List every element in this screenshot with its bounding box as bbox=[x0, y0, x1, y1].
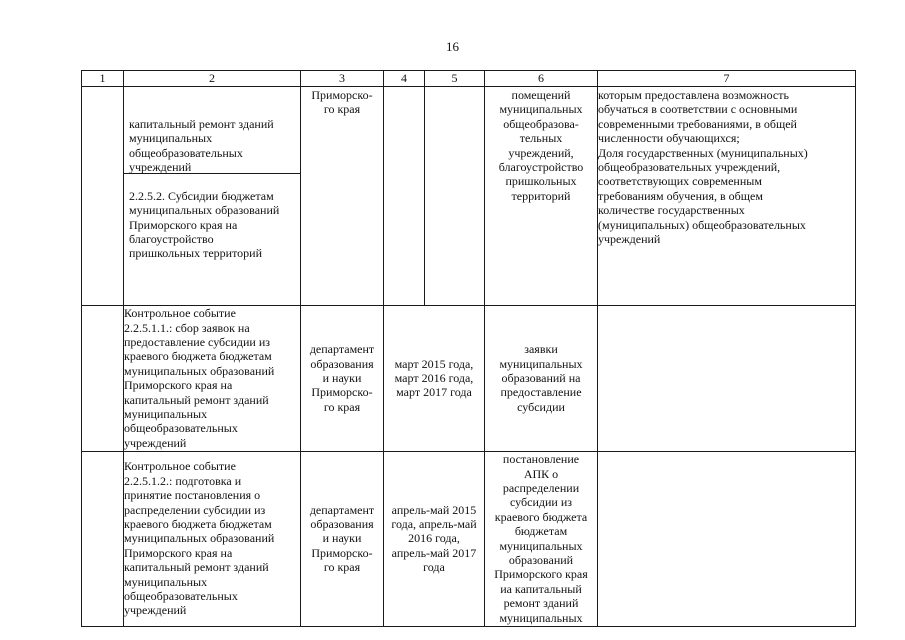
cell-col5 bbox=[425, 87, 485, 306]
cell-col1 bbox=[82, 305, 124, 451]
header-cell-4: 4 bbox=[384, 71, 425, 87]
cell-col2-bottom-text: 2.2.5.2. Субсидии бюджетам муниципальных образований Приморского края на благоустройство пришкольных территорий bbox=[129, 188, 280, 261]
cell-col3: Приморско- го края bbox=[301, 87, 384, 306]
table-header-row bbox=[82, 71, 856, 87]
document-table bbox=[81, 70, 856, 627]
header-cell-6: 6 bbox=[485, 71, 598, 87]
cell-col3: департамент образования и науки Приморско- го края bbox=[301, 305, 384, 451]
header-cell-5: 5 bbox=[425, 71, 485, 87]
table-row bbox=[82, 305, 856, 451]
cell-col6: постановление АПК о распределении субсидии из краевого бюджета бюджетам муниципальных образований Приморского края иа капитальный ремонт зданий муниципальных bbox=[485, 451, 598, 626]
cell-col7 bbox=[598, 451, 856, 626]
cell-col4-5: март 2015 года, март 2016 года, март 2017 года bbox=[384, 305, 485, 451]
cell-col3: департамент образования и науки Приморско- го края bbox=[301, 451, 384, 626]
cell-col2-bottom bbox=[124, 174, 300, 276]
cell-col7: которым предоставлена возможность обучаться в соответствии с основными современными требованиями, в общей численности обучающихся; Доля государственных (муниципальных) общеобразовательных учреждений, соответствующих современным требованиям обучения, в общем количестве государственных (муниципальных) общеобразовательных учреждений bbox=[598, 87, 856, 306]
header-cell-3: 3 bbox=[301, 71, 384, 87]
cell-col1 bbox=[82, 87, 124, 306]
table-row bbox=[82, 87, 856, 306]
cell-col4-5: апрель-май 2015 года, апрель-май 2016 года, апрель-май 2017 года bbox=[384, 451, 485, 626]
cell-col2-top: капитальный ремонт зданий муниципальных общеобразовательных учреждений bbox=[124, 116, 300, 174]
cell-col1 bbox=[82, 451, 124, 626]
split-container bbox=[124, 116, 300, 276]
header-cell-2: 2 bbox=[124, 71, 301, 87]
cell-col2: Контрольное событие 2.2.5.1.2.: подготовка и принятие постановления о распределении субсидии из краевого бюджета бюджетам муниципальных образований Приморского края на капитальный ремонт зданий муниципальных общеобразовательных учреждений bbox=[124, 451, 301, 626]
cell-col6: помещений муниципальных общеобразова- тельных учреждений, благоустройство пришкольных территорий bbox=[485, 87, 598, 306]
table-row bbox=[82, 451, 856, 626]
cell-col4 bbox=[384, 87, 425, 306]
page-number: 16 bbox=[446, 39, 459, 54]
cell-col2-split bbox=[124, 87, 301, 306]
header-cell-1: 1 bbox=[82, 71, 124, 87]
cell-col7 bbox=[598, 305, 856, 451]
cell-col6: заявки муниципальных образований на предоставление субсидии bbox=[485, 305, 598, 451]
header-cell-7: 7 bbox=[598, 71, 856, 87]
cell-col2: Контрольное событие 2.2.5.1.1.: сбор заявок на предоставление субсидии из краевого бюджета бюджетам муниципальных образований Приморского края на капитальный ремонт зданий муниципальных общеобразовательных учреждений bbox=[124, 305, 301, 451]
